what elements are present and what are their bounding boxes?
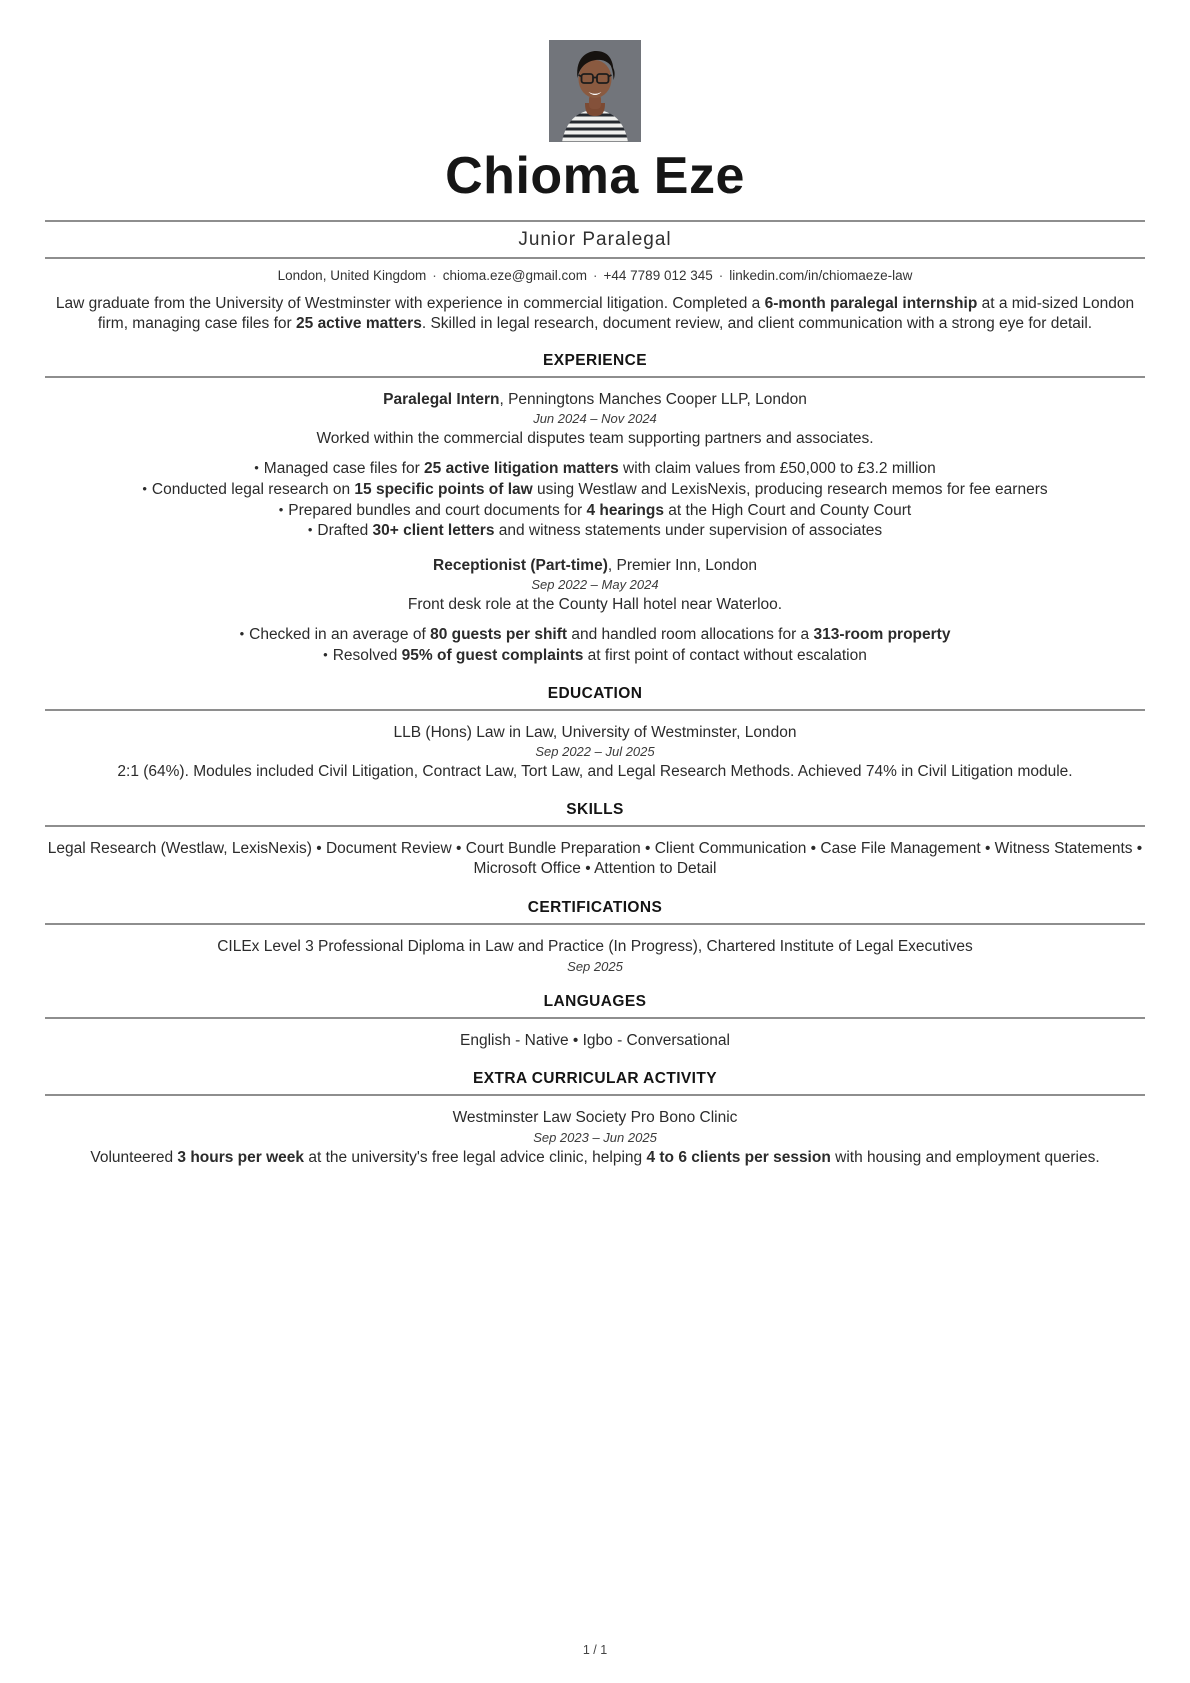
job-dates: Jun 2024 – Nov 2024: [533, 411, 657, 427]
bullet-icon: •: [142, 480, 147, 496]
bullet-item: [45, 625, 1145, 646]
contact-location: London, United Kingdom: [277, 268, 427, 284]
job-title: Junior Paralegal: [518, 229, 672, 251]
divider: [45, 1017, 1145, 1019]
extra-curricular-dates: Sep 2023 – Jun 2025: [533, 1130, 657, 1145]
profile-photo-container: [45, 0, 1145, 142]
bullet-text: Conducted legal research on 15 specific points of law using Westlaw and LexisNexis, producing research memos for fee earners: [151, 480, 1048, 498]
bullet-list: [45, 625, 1145, 666]
education-entry: [45, 724, 1145, 782]
extra-curricular-description: Volunteered 3 hours per week at the university's free legal advice clinic, helping 4 to 6 clients per session with housing and employment queries.: [90, 1149, 1100, 1166]
bullet-item: [45, 521, 1145, 542]
dot-separator: ·: [718, 268, 724, 284]
job-entry: [45, 557, 1145, 666]
bullet-item: [45, 646, 1145, 667]
bullet-icon: •: [323, 646, 328, 662]
job-title-line: Receptionist (Part-time), Premier Inn, London: [433, 556, 757, 574]
job-entry: [45, 391, 1145, 542]
person-name: Chioma Eze: [445, 147, 745, 205]
bullet-list: [45, 459, 1145, 541]
bullet-text: Checked in an average of 80 guests per shift and handled room allocations for a 313-room property: [249, 625, 951, 643]
certification-date: Sep 2025: [567, 958, 623, 974]
summary-text: Law graduate from the University of Westminster with experience in commercial litigation. Completed a 6-month paralegal internship at a mid-sized London firm, managing case files for 25 active matters. Skilled in legal research, document review, and client communication with a strong eye for detail.: [55, 295, 1135, 332]
divider: [45, 825, 1145, 827]
divider: [45, 1094, 1145, 1096]
divider: [45, 257, 1145, 259]
job-description: Worked within the commercial disputes team supporting partners and associates.: [316, 430, 874, 448]
contact-phone: +44 7789 012 345: [603, 268, 713, 284]
contact-bar: [45, 268, 1145, 283]
bullet-text: Managed case files for 25 active litigation matters with claim values from £50,000 to £3.2 million: [263, 460, 936, 478]
divider: [45, 923, 1145, 925]
divider: [45, 709, 1145, 711]
bullet-icon: •: [254, 460, 259, 476]
certification-name: CILEx Level 3 Professional Diploma in Law and Practice (In Progress), Chartered Institute of Legal Executives: [217, 937, 973, 955]
dot-separator: ·: [593, 268, 598, 284]
section-heading-languages: LANGUAGES: [543, 992, 647, 1010]
section-heading-education: EDUCATION: [547, 685, 643, 703]
languages-list: English - Native • Igbo - Conversational: [460, 1031, 730, 1049]
section-heading-skills: SKILLS: [566, 801, 624, 819]
bullet-text: Drafted 30+ client letters and witness statements under supervision of associates: [317, 522, 883, 540]
extra-curricular-org: Westminster Law Society Pro Bono Clinic: [452, 1108, 738, 1126]
education-degree: LLB (Hons) Law in Law, University of Westminster, London: [393, 724, 797, 742]
contact-email: chioma.eze@gmail.com: [442, 268, 588, 284]
dot-separator: ·: [432, 268, 437, 284]
extra-curricular-entry: [45, 1108, 1145, 1168]
divider: [45, 376, 1145, 378]
job-description: Front desk role at the County Hall hotel near Waterloo.: [407, 595, 783, 613]
skills-list: Legal Research (Westlaw, LexisNexis) • Document Review • Court Bundle Preparation • Client Communication • Case File Management • Witness Statements • Microsoft Office • Attention to Detail: [47, 840, 1143, 878]
education-dates: Sep 2022 – Jul 2025: [535, 744, 655, 760]
bullet-icon: •: [239, 625, 245, 641]
bullet-text: Prepared bundles and court documents for 4 hearings at the High Court and County Court: [288, 501, 912, 519]
bullet-icon: •: [307, 522, 313, 538]
certification-entry: [45, 937, 1145, 974]
section-heading-extra-curricular: EXTRA CURRICULAR ACTIVITY: [473, 1069, 717, 1087]
bullet-item: [45, 501, 1145, 522]
contact-linkedin: linkedin.com/in/chiomaeze-law: [729, 268, 913, 284]
bullet-icon: •: [278, 501, 284, 517]
job-title-line: Paralegal Intern, Penningtons Manches Cooper LLP, London: [383, 391, 807, 409]
education-description: 2:1 (64%). Modules included Civil Litigation, Contract Law, Tort Law, and Legal Research Methods. Achieved 74% in Civil Litigation module.: [117, 763, 1073, 781]
bullet-item: [45, 480, 1145, 501]
section-heading-certifications: CERTIFICATIONS: [527, 898, 663, 916]
page-number: 1 / 1: [582, 1643, 608, 1657]
profile-photo: [549, 40, 641, 142]
bullet-item: [45, 459, 1145, 480]
bullet-text: Resolved 95% of guest complaints at first point of contact without escalation: [332, 646, 867, 664]
section-heading-experience: EXPERIENCE: [543, 352, 647, 370]
job-dates: Sep 2022 – May 2024: [531, 576, 659, 592]
